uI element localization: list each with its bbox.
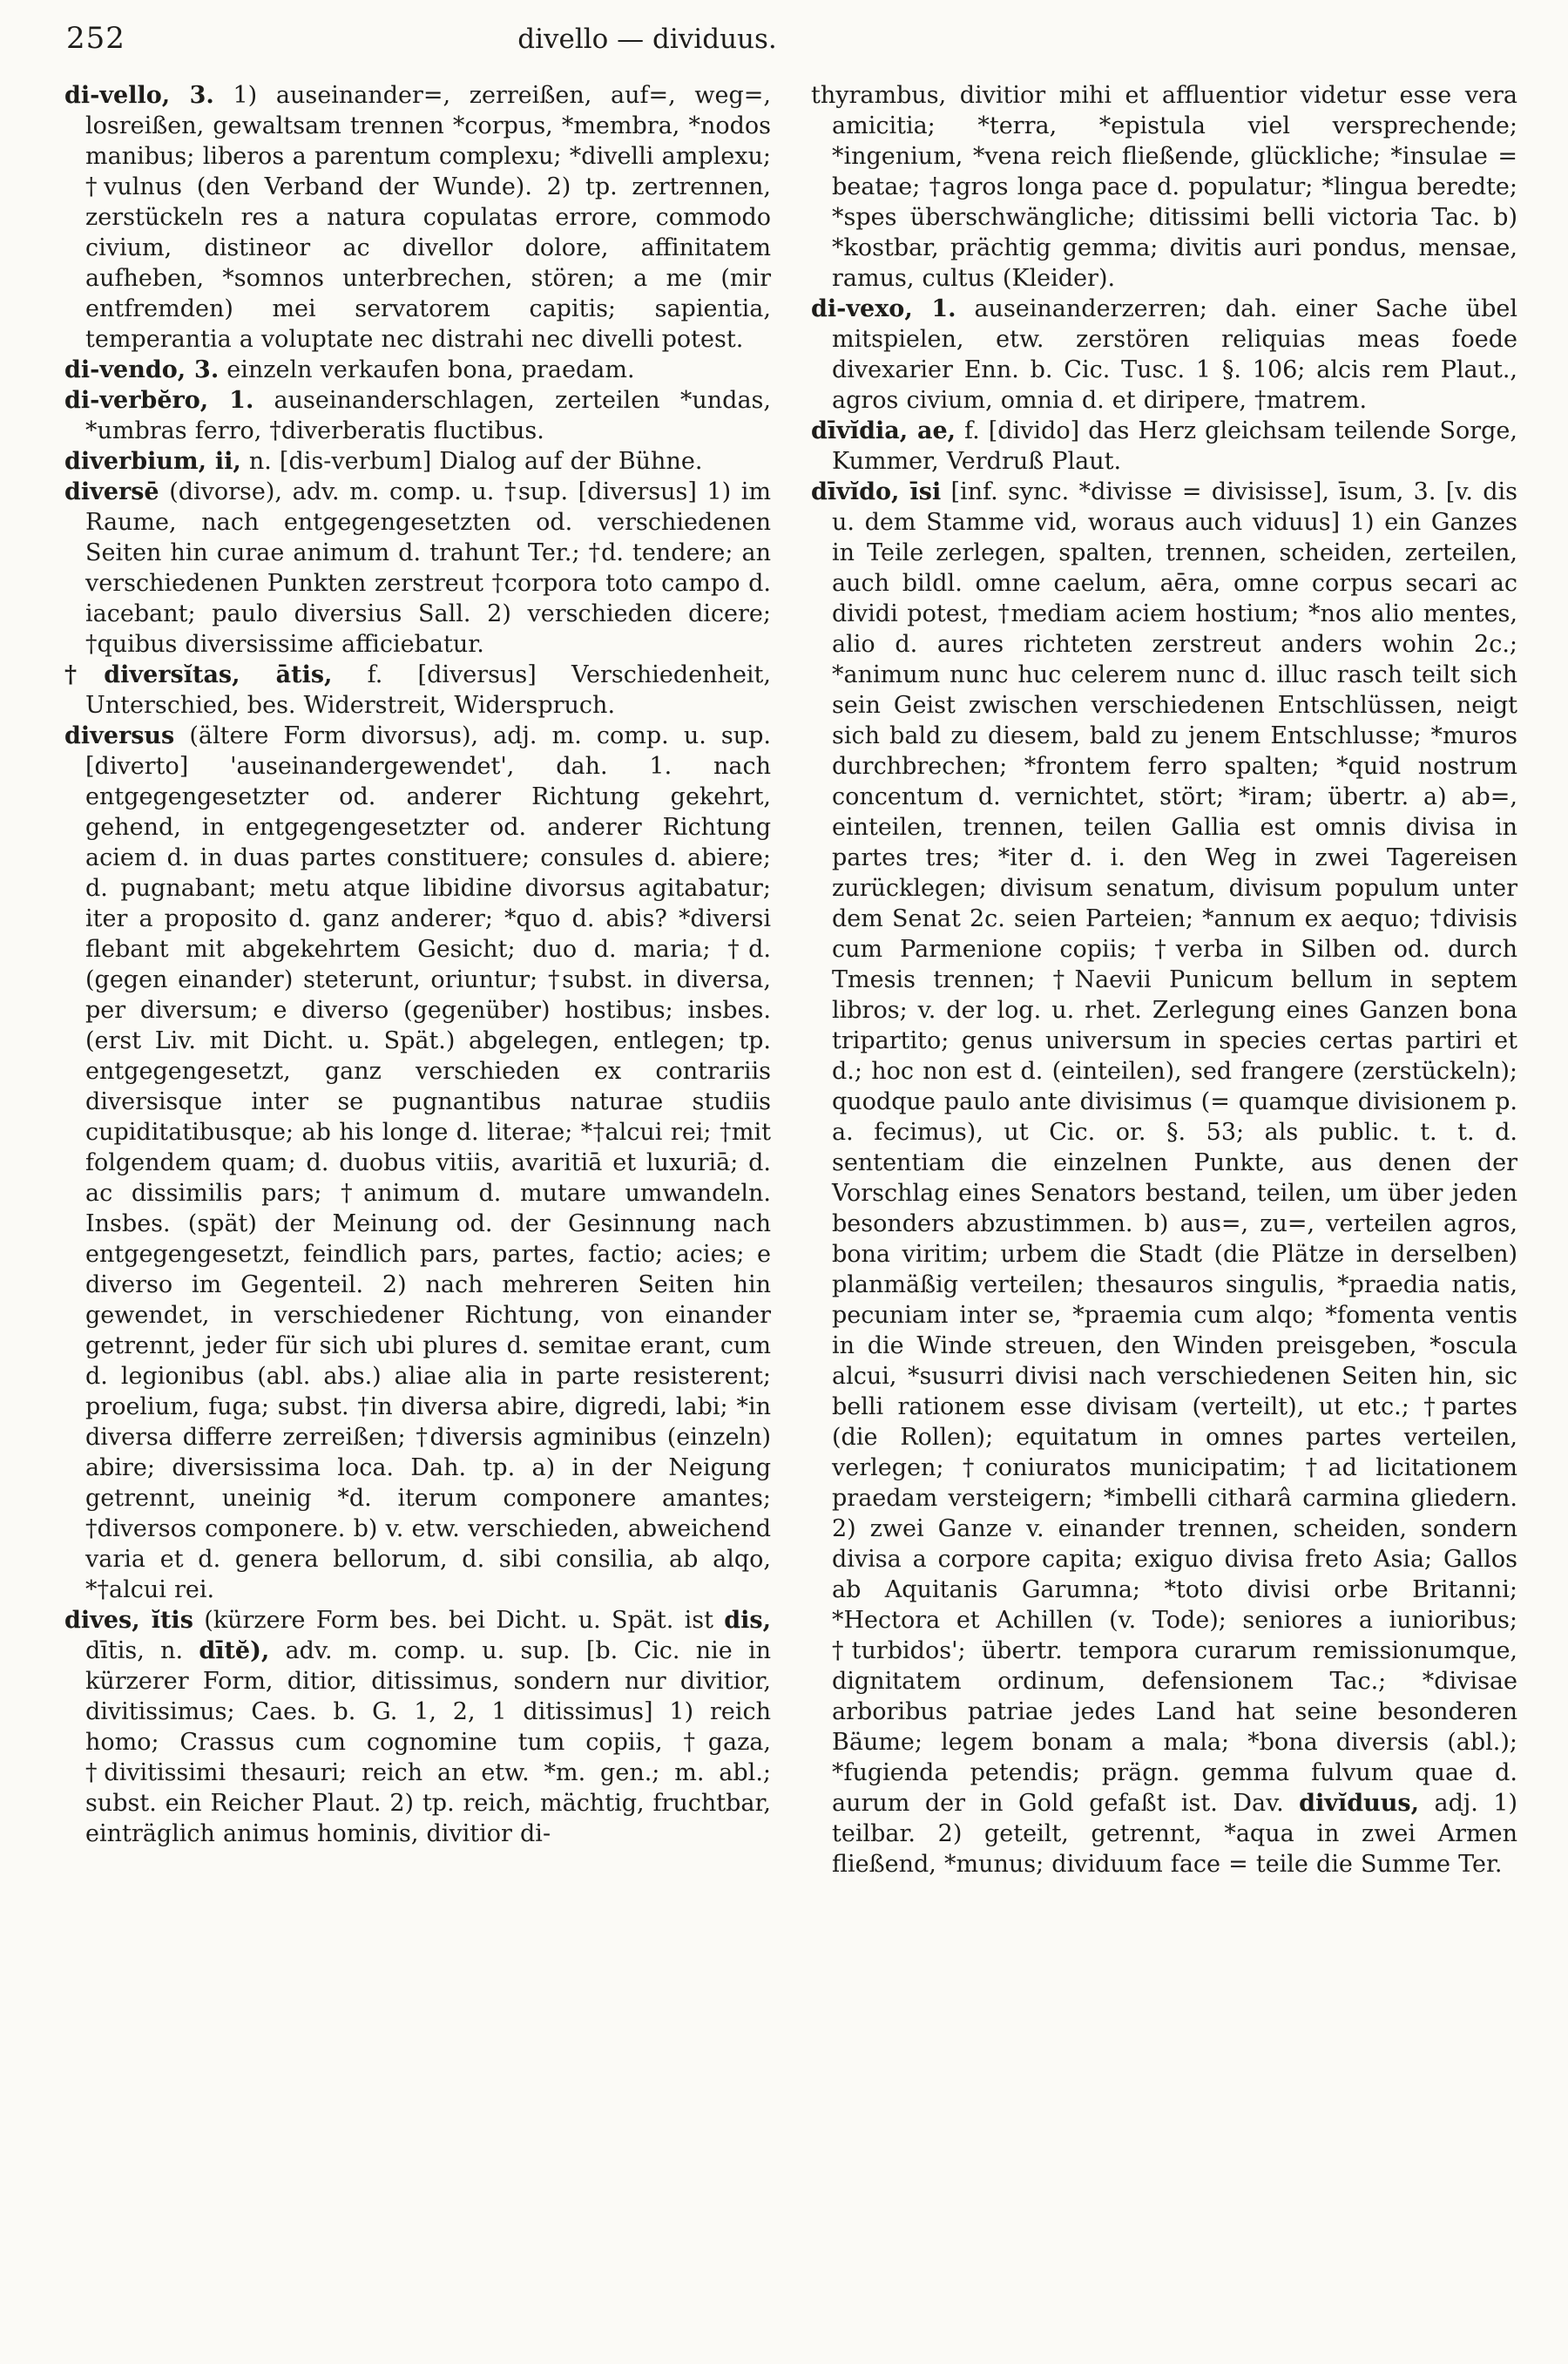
entry-text: (divorse), adv. m. comp. u. †sup. [diversus] 1) im Raume, nach entgegengesetzten od. verschiedenen Seiten hin curae animum d. trahunt Ter.; †d. tendere; an verschiedenen Punkten zerstreut †corpora toto campo d. iacebant; paulo diversius Sall. 2) verschieden dicere; †quibus diversissime afficiebatur. <box>85 478 771 658</box>
entry-text: (ältere Form divorsus), adj. m. comp. u. sup. [diverto] 'auseinandergewendet', dah. 1. nach entgegengesetzter od. anderer Richtung gekehrt, gehend, in entgegengesetzter od. anderer Richtung aciem d. in duas partes constituere; consules d. abiere; d. pugnabant; metu atque libidine divorsus agitabatur; iter a proposito d. ganz anderer; *quo d. abis? *diversi flebant mit abgekehrtem Gesicht; duo d. maria; †d. (gegen einander) steterunt, oriuntur; †subst. in diversa, per diversum; e diverso (gegenüber) hostibus; insbes. (erst Liv. mit Dicht. u. Spät.) abgelegen, entlegen; tp. entgegengesetzt, ganz verschieden ex contrariis diversisque inter se pugnantibus naturae studiis cupiditatibusque; ab his longe d. literae; *†alcui rei; †mit folgendem quam; d. duobus vitiis, avaritiā et luxuriā; d. ac dissimilis pars; †animum d. mutare umwandeln. Insbes. (spät) der Meinung od. der Gesinnung nach entgegengesetzt, feindlich pars, partes, factio; acies; e diverso im Gegenteil. 2) nach mehreren Seiten hin gewendet, in verschiedener Richtung, von einander getrennt, jeder für sich ubi plures d. semitae erant, cum d. legionibus (abl. abs.) aliae alia in parte resisterent; proelium, fuga; subst. †in diversa abire, digredi, labi; *in diversa differre zerreißen; †diversis agminibus (einzeln) abire; diversissima loca. Dah. tp. a) in der Neigung getrennt, uneinig *d. iterum componere amantes; †diversos componere. b) v. etw. verschieden, abweichend varia et d. genera bellorum, d. sibi consilia, ab alqo, *†alcui rei. <box>85 722 771 1603</box>
entry-text: einzeln verkaufen bona, praedam. <box>219 356 635 383</box>
entry-lemma: dīvĭdo, īsi <box>811 478 942 505</box>
entry-text: thyrambus, divitior mihi et affluentior videtur esse vera amicitia; *terra, *epistula viel versprechende; *ingenium, *vena reich fließende, glückliche; *insulae = beatae; †agros longa pace d. populatur; *lingua beredte; *spes überschwängliche; ditissimi belli victoria Tac. b) *kostbar, prächtig gemma; divitis auri pondus, mensae, ramus, cultus (Kleider). <box>811 82 1517 292</box>
dictionary-entry <box>811 416 1517 477</box>
entry-text: 1) auseinander=, zerreißen, auf=, weg=, losreißen, gewaltsam trennen *corpus, *membra, *nodos manibus; liberos a parentum complexu; *divelli amplexu; †vulnus (den Verband der Wunde). 2) tp. zertrennen, zerstückeln res a natura copulatas errore, commodo civium, distineor ac divellor dolore, affinitatem aufheben, *somnos unterbrechen, stören; a me (mir entfremden) mei servatorem capitis; sapientia, temperantia a voluptate nec distrahi nec divelli potest. <box>85 82 771 353</box>
entry-text: f. [divido] das Herz gleichsam teilende Sorge, Kummer, Verdruß Plaut. <box>832 417 1517 475</box>
dictionary-entry <box>64 477 771 660</box>
entry-lemma: divĭduus, <box>1299 1790 1419 1817</box>
running-title: divello — dividuus. <box>517 24 777 55</box>
entry-lemma: diversē <box>64 478 159 505</box>
entry-lemma: dis, <box>724 1607 771 1634</box>
entry-lemma: di-vexo, 1. <box>811 295 956 322</box>
page-header <box>64 21 1517 70</box>
entry-lemma: di-vendo, 3. <box>64 356 220 383</box>
dictionary-entry <box>64 1605 771 1849</box>
dictionary-entry <box>64 446 771 477</box>
entry-lemma: diversus <box>64 722 175 749</box>
right-column <box>811 80 1517 1880</box>
dictionary-entry <box>64 355 771 385</box>
text-columns <box>64 80 1517 1880</box>
entry-text: adj. 1) teilbar. 2) geteilt, getrennt, *aqua in zwei Armen fließend, *munus; dividuum face = teile die Summe Ter. <box>832 1790 1517 1878</box>
entry-text: [inf. sync. *divisse = divisisse], īsum, 3. [v. dis u. dem Stamme vid, woraus auch viduus] 1) ein Ganzes in Teile zerlegen, spalten, trennen, scheiden, zerteilen, auch bildl. omne caelum, aēra, omne corpus secari ac dividi potest, †mediam aciem hostium; *nos alio mentes, alio d. aures richteten zerstreut anders wohin 2c.; *animum nunc huc celerem nunc d. illuc rasch teilt sich sein Geist zwischen verschiedenen Entschlüssen, neigt sich bald zu diesem, bald zu jenem Entschlusse; *muros durchbrechen; *frontem ferro spalten; *quid nostrum concentum d. vernichtet, stört; *iram; übertr. a) ab=, einteilen, trennen, teilen Gallia est omnis divisa in partes tres; *iter d. i. den Weg in zwei Tagereisen zurücklegen; divisum senatum, divisum populum unter dem Senat 2c. seien Parteien; *annum ex aequo; †divisis cum Parmenione copiis; †verba in Silben od. durch Tmesis trennen; †Naevii Punicum bellum in septem libros; v. der log. u. rhet. Zerlegung eines Ganzen bona tripartito; genus universum in species certas partiri et d.; hoc non est d. (einteilen), sed frangere (zerstückeln); quodque paulo ante divisimus (= quamque divisionem p. a. fecimus), ut Cic. or. §. 53; als public. t. t. d. sententiam die einzelnen Punkte, aus denen der Vorschlag eines Senators bestand, teilen, um über jeden besonders abzustimmen. b) aus=, zu=, verteilen agros, bona viritim; urbem die Stadt (die Plätze in derselben) planmäßig verteilen; thesauros singulis, *praedia natis, pecuniam inter se, *praemia cum alqo; *fomenta ventis in die Winde streuen, den Winden preisgeben, *oscula alcui, *susurri divisi nach verschiedenen Seiten hin, sic belli rationem esse divisam (verteilt), ut etc.; †partes (die Rollen); equitatum in omnes partes verteilen, verlegen; †coniuratos municipatim; †ad licitationem praedam versteigern; *imbelli citharâ carmina gliedern. 2) zwei Ganze v. einander trennen, scheiden, sondern divisa a corpore capita; exiguo divisa freto Asia; Gallos ab Aquitanis Garumna; *toto divisi orbe Britanni; *Hectora et Achillen (v. Tode); seniores a iunioribus; †turbidos'; übertr. tempora curarum remissionumque, dignitatem ordinum, defensionem Tac.; *divisae arboribus patriae jedes Land hat seine besonderen Bäume; legem bonam a mala; *bona diversis (abl.); *fugienda petendis; prägn. gemma fulvum quae d. aurum der in Gold gefaßt ist. Dav. <box>832 478 1517 1817</box>
entry-text: auseinanderschlagen, zerteilen *undas, *umbras ferro, †diverberatis fluctibus. <box>85 387 771 444</box>
entry-lemma: dives, ĭtis <box>64 1607 193 1634</box>
entry-lemma: diverbium, ii, <box>64 448 241 475</box>
entry-lemma: di-vello, 3. <box>64 82 214 109</box>
dictionary-entry <box>64 385 771 446</box>
dictionary-entry <box>64 80 771 355</box>
entry-lemma: dītĕ), <box>199 1637 270 1664</box>
left-column <box>64 80 771 1880</box>
dictionary-entry <box>64 660 771 721</box>
entry-lemma: dīvĭdia, ae, <box>811 417 956 444</box>
entry-text: auseinanderzerren; dah. einer Sache übel mitspielen, etw. zerstören reliquias meas foede divexarier Enn. b. Cic. Tusc. 1 §. 106; alcis rem Plaut., agros civium, omnia d. et diripere, †matrem. <box>832 295 1517 414</box>
entry-lemma: di-verbĕro, 1. <box>64 387 254 414</box>
entry-text: f. [diversus] Verschiedenheit, Unterschied, bes. Widerstreit, Widerspruch. <box>85 661 771 719</box>
page-number: 252 <box>66 21 125 56</box>
entry-text: n. [dis-verbum] Dialog auf der Bühne. <box>240 448 703 475</box>
entry-text: dītis, n. <box>85 1637 199 1664</box>
dictionary-entry <box>811 477 1517 1880</box>
dictionary-entry <box>64 721 771 1605</box>
entry-lemma: †diversĭtas, ātis, <box>64 661 333 688</box>
entry-continuation <box>811 80 1517 294</box>
entry-text: adv. m. comp. u. sup. [b. Cic. nie in kürzerer Form, ditior, ditissimus, sondern nur divitior, divitissimus; Caes. b. G. 1, 2, 1 ditissimus] 1) reich homo; Crassus cum cognomine tum copiis, †gaza, †divitissimi thesauri; reich an etw. *m. gen.; m. abl.; subst. ein Reicher Plaut. 2) tp. reich, mächtig, fruchtbar, einträglich animus hominis, divitior di- <box>85 1637 772 1847</box>
dictionary-entry <box>811 294 1517 416</box>
entry-text: (kürzere Form bes. bei Dicht. u. Spät. ist <box>193 1607 725 1634</box>
